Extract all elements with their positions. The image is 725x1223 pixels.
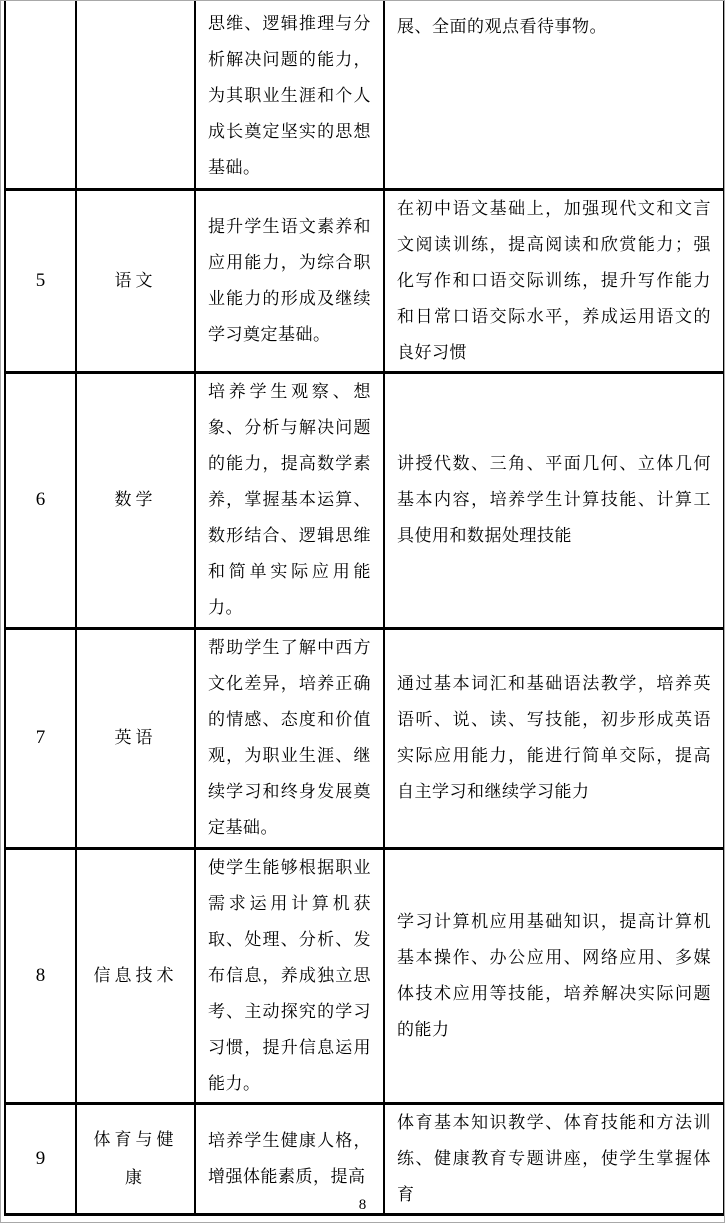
subject-cell: 数学 [76, 372, 195, 628]
row-number-cell [5, 1, 76, 189]
subject-cell [76, 1, 195, 189]
goal-text: 培养学生健康人格，增强体能素质，提高 [208, 1130, 371, 1186]
row-number-cell: 7 [5, 628, 76, 848]
goal-text: 培养学生观察、想象、分析与解决问题的能力，提高数学素养，掌握基本运算、数形结合、逻辑思维和简单实际应用能力。 [208, 382, 371, 617]
goal-text: 帮助学生了解中西方文化差异，培养正确的情感、态度和价值观，为职业生涯、继续学习和终身发展奠定基础。 [208, 638, 371, 837]
goal-text: 提升学生语文素养和应用能力，为综合职业能力的形成及继续学习奠定基础。 [208, 216, 371, 344]
content-cell [384, 189, 724, 372]
page-number: 8 [358, 1197, 367, 1213]
row-number-cell: 6 [5, 372, 76, 628]
table-row [5, 848, 724, 1103]
subject-cell: 英语 [76, 628, 195, 848]
goal-cell [195, 848, 384, 1103]
content-text: 通过基本词汇和基础语法教学，培养英语听、说、读、写技能，初步形成英语实际应用能力，能进行简单交际，提高自主学习和继续学习能力 [397, 674, 711, 801]
content-text: 展、全面的观点看待事物。 [397, 17, 607, 36]
goal-cell [195, 628, 384, 848]
row-number-cell: 9 [5, 1103, 76, 1214]
content-cell [384, 848, 724, 1103]
goal-cell [195, 372, 384, 628]
content-text: 讲授代数、三角、平面几何、立体几何基本内容，培养学生计算技能、计算工具使用和数据处理技能 [397, 454, 711, 545]
table-row [5, 372, 724, 628]
content-text: 学习计算机应用基础知识，提高计算机基本操作、办公应用、网络应用、多媒体技术应用等技能，培养解决实际问题的能力 [397, 911, 711, 1039]
content-text: 体育基本知识教学、体育技能和方法训练、健康教育专题讲座，使学生掌握体育 [397, 1112, 711, 1204]
content-cell [384, 372, 724, 628]
content-cell [384, 628, 724, 848]
goal-text: 使学生能够根据职业需求运用计算机获取、处理、分析、发布信息，养成独立思考、主动探究的学习习惯，提升信息运用能力。 [208, 857, 371, 1093]
goal-text: 思维、逻辑推理与分析解决问题的能力，为其职业生涯和个人成长奠定坚实的思想基础。 [208, 13, 371, 177]
goal-cell [195, 189, 384, 372]
row-number-cell: 8 [5, 848, 76, 1103]
row-number-cell: 5 [5, 189, 76, 372]
content-cell [384, 1, 724, 189]
subject-cell: 语文 [76, 189, 195, 372]
subject-cell: 体育与健康 [76, 1103, 195, 1214]
table-row-continuation [5, 1, 724, 189]
curriculum-table [4, 1, 725, 1216]
table-row [5, 628, 724, 848]
content-text: 在初中语文基础上，加强现代文和文言文阅读训练，提高阅读和欣赏能力；强化写作和口语交际训练，提升写作能力和日常口语交际水平，养成运用语文的良好习惯 [397, 198, 711, 362]
subject-cell: 信息技术 [76, 848, 195, 1103]
table-row [5, 189, 724, 372]
goal-cell [195, 1, 384, 189]
